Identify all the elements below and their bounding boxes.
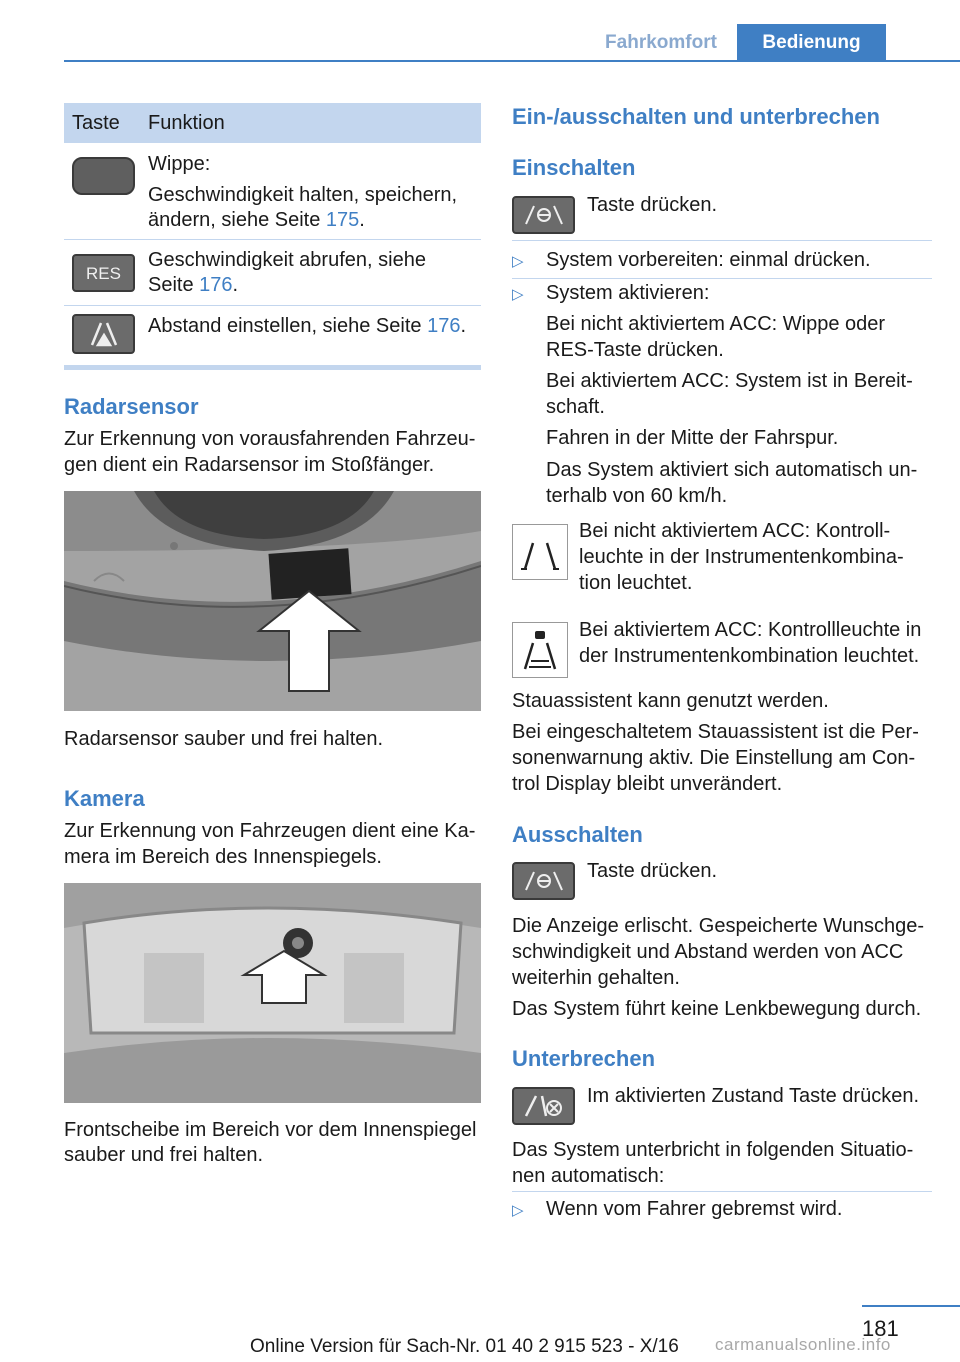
right-title: Ein-/ausschalten und unterbrechen [512,104,880,129]
row-text: . [232,274,239,296]
header-chapter: Bedienung [737,24,886,62]
bullet-triangle-icon: ▷ [512,253,524,270]
camera-image [64,883,481,1103]
radar-sensor-image [64,491,481,711]
acc-active-indicator-icon [512,622,568,678]
einschalten-title: Einschalten [512,155,636,180]
table-row [64,306,481,363]
bullet-text: Bei nicht aktiviertem ACC: Wippe oder [546,313,886,335]
ausschalten-title: Ausschalten [512,822,643,847]
bullet-text: Bei aktiviertem ACC: System ist in Bereit- [546,370,913,392]
table-row [64,240,481,306]
bullet-text: schaft. [546,396,605,418]
indicator-text: Bei aktiviertem ACC: Kontrollleuchte in [579,619,922,641]
interrupt-button-icon [512,1087,575,1125]
row-text: Wippe: [148,153,211,175]
kamera-text: mera im Bereich des Innenspiegels. [64,846,382,868]
acc-button-icon [512,862,575,900]
bullet-text: Fahren in der Mitte der Fahrspur. [546,427,839,449]
unt-text: nen automatisch: [512,1165,665,1187]
divider [512,240,932,241]
table-header [64,103,481,143]
table-end-rule [64,365,481,370]
row-text: . [460,315,467,337]
page-link[interactable]: 175 [325,209,360,231]
watermark: carmanualsonline.info [715,1335,891,1354]
indicator-text: Bei nicht aktiviertem ACC: Kontroll- [579,520,891,542]
kamera-title: Kamera [64,786,145,811]
unterbrechen-title: Unterbrechen [512,1046,656,1071]
col-funktion: Funktion [148,111,225,134]
rocker-switch-icon [72,157,135,195]
stau-text: Stauassistent kann genutzt werden. [512,690,829,712]
bullet-text: RES-Taste drücken. [546,339,724,361]
page-link[interactable]: 176 [199,274,233,296]
divider [512,1191,932,1192]
row-text: Seite [148,274,200,296]
page-link[interactable]: 176 [427,315,461,337]
header-rule [64,60,960,62]
page-number: 181 [862,1316,899,1341]
kamera-text: Zur Erkennung von Fahrzeugen dient eine Ka- [64,820,476,842]
bullet-triangle-icon: ▷ [512,1202,524,1219]
bullet-text: System vorbereiten: einmal drücken. [546,249,871,271]
press-text: Taste drücken. [587,860,718,882]
distance-button-icon [72,314,135,354]
header-section: Fahrkomfort [585,24,737,62]
radar-title: Radarsensor [64,394,199,419]
acc-inactive-indicator-icon [512,524,568,580]
bullet-text: System aktivieren: [546,282,710,304]
press-text: Im aktivierten Zustand Taste drücken. [587,1085,920,1107]
button-table [64,103,481,363]
indicator-text: tion leuchtet. [579,572,693,594]
aus-text: schwindigkeit und Abstand werden von ACC [512,941,904,963]
row-text: . [359,209,365,231]
online-version: Online Version für Sach-Nr. 01 40 2 915 523 - X/16 [250,1336,679,1357]
per-text: sonenwarnung aktiv. Die Einstellung am Con- [512,747,916,769]
per-text: trol Display bleibt unverändert. [512,773,783,795]
radar-note: Radarsensor sauber und frei halten. [64,728,384,750]
col-taste: Taste [72,111,120,134]
bullet-text: Das System aktiviert sich automatisch un- [546,459,918,481]
kamera-note: Frontscheibe im Bereich vor dem Innenspiegel [64,1119,477,1141]
divider [512,278,932,279]
acc-button-icon [512,196,575,234]
bullet-triangle-icon: ▷ [512,286,524,303]
row-text: ändern, siehe Seite [148,209,326,231]
bullet-text: Wenn vom Fahrer gebremst wird. [546,1198,843,1220]
row-text: Geschwindigkeit halten, speichern, [148,184,458,206]
aus-text: weiterhin gehalten. [512,967,680,989]
radar-text: gen dient ein Radarsensor im Stoßfänger. [64,454,435,476]
kamera-note: sauber und frei halten. [64,1144,264,1166]
radar-text: Zur Erkennung von vorausfahrenden Fahrzeu- [64,428,476,450]
indicator-text: leuchte in der Instrumentenkombina- [579,546,904,568]
row-text: Geschwindigkeit abrufen, siehe [148,249,426,271]
table-row [64,143,481,240]
row-text: Abstand einstellen, siehe Seite [148,315,428,337]
aus-text: Das System führt keine Lenkbewegung durch. [512,998,922,1020]
aus-text: Die Anzeige erlischt. Gespeicherte Wunschge- [512,915,925,937]
bullet-text: terhalb von 60 km/h. [546,485,728,507]
per-text: Bei eingeschaltetem Stauassistent ist die Per- [512,721,919,743]
unt-text: Das System unterbricht in folgenden Situatio- [512,1139,914,1161]
footer-rule [862,1305,960,1307]
press-text: Taste drücken. [587,194,718,216]
res-button-icon: RES [72,254,135,292]
indicator-text: der Instrumentenkombination leuchtet. [579,645,920,667]
